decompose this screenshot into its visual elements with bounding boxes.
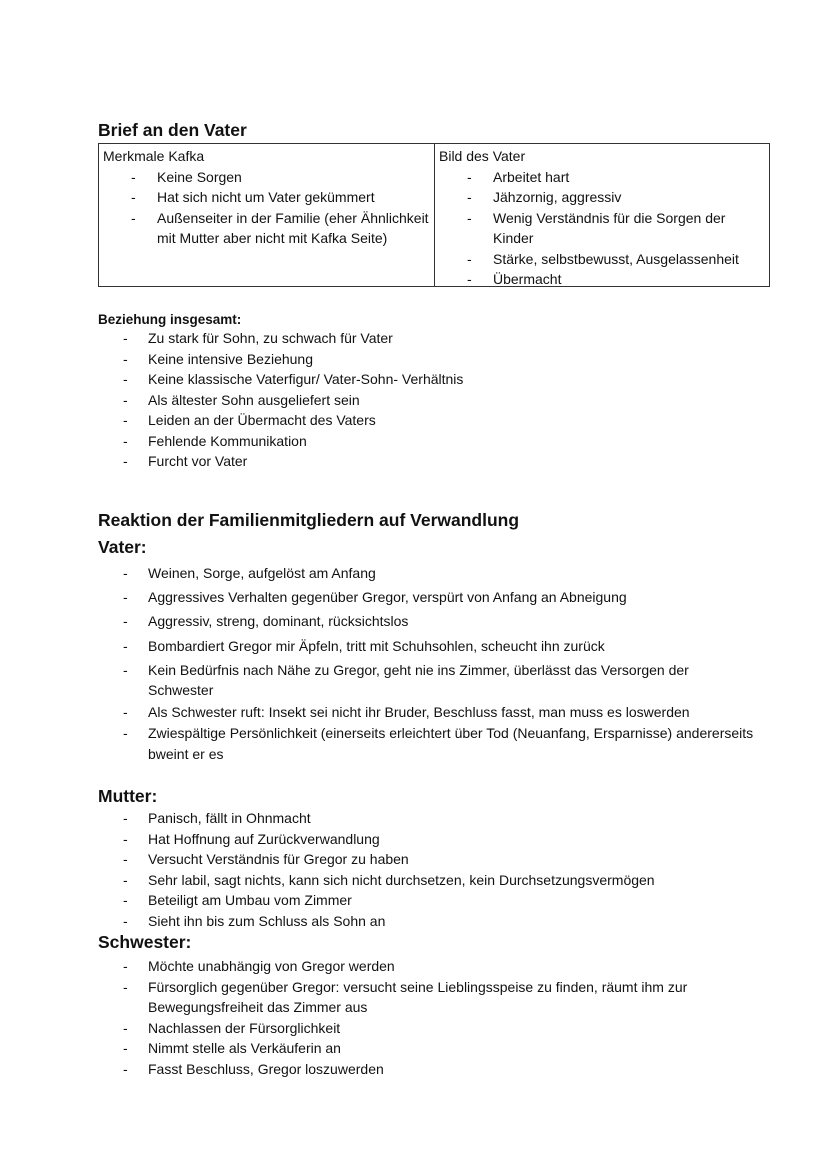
list-item: - Außenseiter in der Familie (eher Ähnlichkeit mit Mutter aber nicht mit Kafka Seite) xyxy=(131,209,429,246)
list-item: - Sieht ihn bis zum Schluss als Sohn an xyxy=(123,912,386,929)
vater-bild-list xyxy=(439,167,769,290)
list-item: - Kein Bedürfnis nach Nähe zu Gregor, geht nie ins Zimmer, überlässt das Versorgen der Schwester xyxy=(123,661,689,699)
table-column-kafka xyxy=(99,144,435,286)
list-item: - Nachlassen der Fürsorglichkeit xyxy=(123,1019,341,1036)
list-item: - Keine intensive Beziehung xyxy=(123,350,314,367)
list-item: - Als ältester Sohn ausgeliefert sein xyxy=(123,391,360,408)
mutter-list xyxy=(98,808,758,931)
list-item: - Versucht Verständnis für Gregor zu haben xyxy=(123,851,409,867)
section-title-brief: Brief an den Vater xyxy=(98,120,247,140)
table-header-vater: Bild des Vater xyxy=(439,148,526,164)
list-item: - Aggressives Verhalten gegenüber Gregor, verspürt von Anfang an Abneigung xyxy=(123,589,627,606)
list-item: - Arbeitet hart xyxy=(467,168,570,185)
relationship-list xyxy=(98,328,758,472)
vater-list xyxy=(98,563,758,768)
list-item: - Jähzornig, aggressiv xyxy=(467,189,622,205)
list-item: - Übermacht xyxy=(467,271,562,287)
list-item: - Keine klassische Vaterfigur/ Vater-Sohn- Verhältnis xyxy=(123,371,464,387)
relationship-label: Beziehung insgesamt: xyxy=(98,312,242,327)
list-item: - Zu stark für Sohn, zu schwach für Vater xyxy=(123,330,393,346)
list-item: - Fasst Beschluss, Gregor loszuwerden xyxy=(123,1060,384,1077)
list-item: - Möchte unabhängig von Gregor werden xyxy=(123,958,395,974)
list-item: - Stärke, selbstbewusst, Ausgelassenheit xyxy=(467,250,739,267)
list-item: - Beteiligt am Umbau vom Zimmer xyxy=(123,892,352,908)
heading-vater: Vater: xyxy=(98,537,147,557)
list-item: - Keine Sorgen xyxy=(131,168,242,185)
list-item: - Hat Hoffnung auf Zurückverwandlung xyxy=(123,830,380,847)
list-item: - Panisch, fällt in Ohnmacht xyxy=(123,810,311,826)
list-item: - Wenig Verständnis für die Sorgen der Kinder xyxy=(467,209,726,246)
list-item: - Fürsorglich gegenüber Gregor: versucht seine Lieblingsspeise zu finden, räumt ihm zur Bewegungsfreiheit das Zimmer aus xyxy=(123,978,688,1015)
comparison-table xyxy=(98,143,770,287)
table-column-vater xyxy=(435,144,769,286)
list-item: - Als Schwester ruft: Insekt sei nicht ihr Bruder, Beschluss fasst, man muss es loswerden xyxy=(123,703,690,720)
list-item: - Nimmt stelle als Verkäuferin an xyxy=(123,1040,341,1056)
heading-schwester: Schwester: xyxy=(98,932,192,952)
list-item: - Fehlende Kommunikation xyxy=(123,432,307,449)
schwester-list xyxy=(98,956,758,1079)
table-header-kafka: Merkmale Kafka xyxy=(103,148,205,164)
list-item: - Bombardiert Gregor mir Äpfeln, tritt mit Schuhsohlen, scheucht ihn zurück xyxy=(123,637,605,654)
list-item: - Weinen, Sorge, aufgelöst am Anfang xyxy=(123,565,376,581)
list-item: - Aggressiv, streng, dominant, rücksichtslos xyxy=(123,613,409,630)
kafka-list xyxy=(103,167,434,249)
list-item: - Furcht vor Vater xyxy=(123,453,248,469)
list-item: - Leiden an der Übermacht des Vaters xyxy=(123,412,376,428)
heading-mutter: Mutter: xyxy=(98,786,158,806)
list-item: - Sehr labil, sagt nichts, kann sich nicht durchsetzen, kein Durchsetzungsvermögen xyxy=(123,871,655,888)
list-item: - Zwiespältige Persönlichkeit (einerseits erleichtert über Tod (Neuanfang, Ersparnisse) andererseits bweint er es xyxy=(123,725,754,762)
list-item: - Hat sich nicht um Vater gekümmert xyxy=(131,189,375,205)
section-title-reaktion: Reaktion der Familienmitgliedern auf Verwandlung xyxy=(98,510,520,530)
